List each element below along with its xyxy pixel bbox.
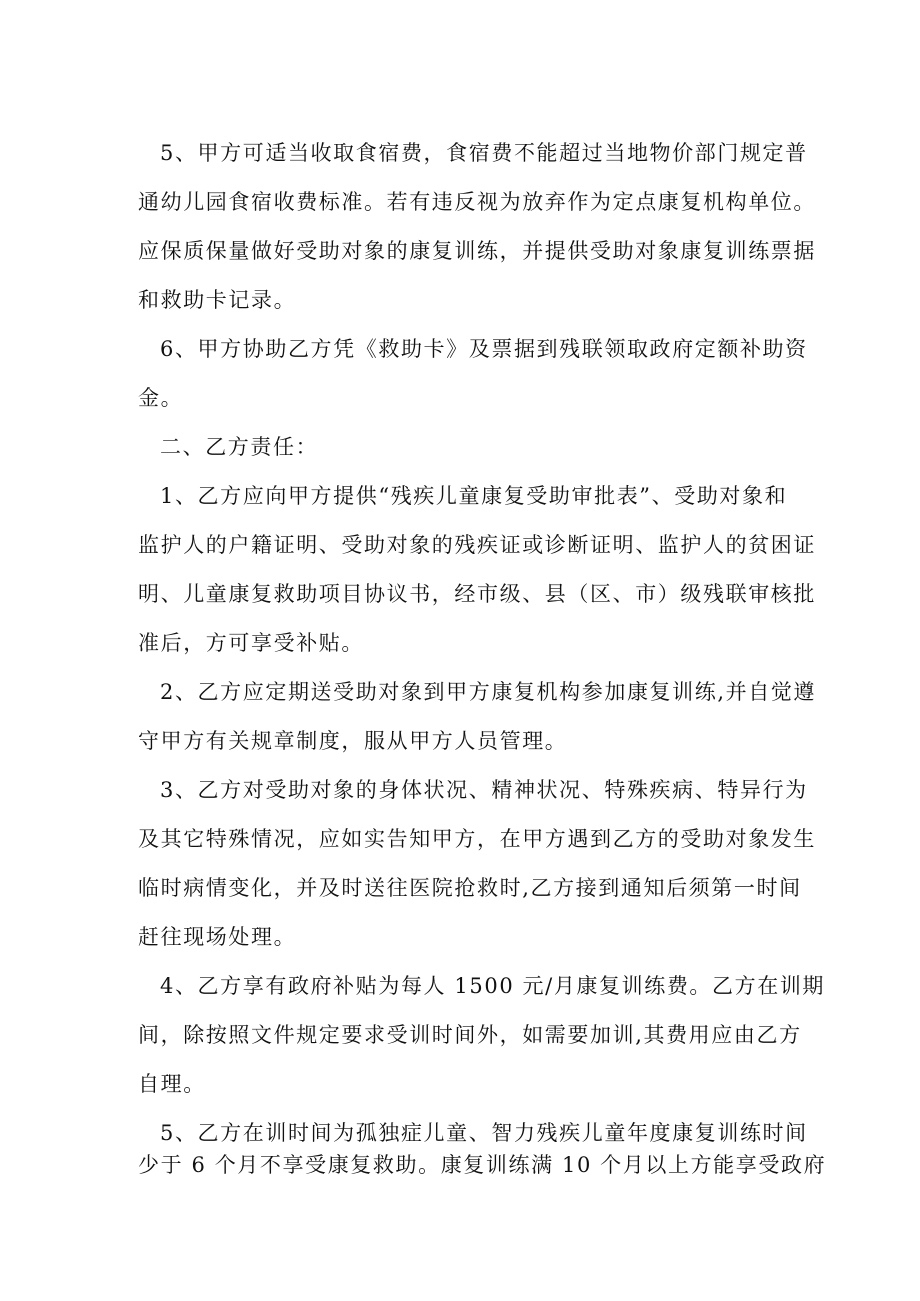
paragraph-a5-line-3: 应保质保量做好受助对象的康复训练，并提供受助对象康复训练票据 bbox=[138, 239, 816, 263]
paragraph-b2-line-1: 2、乙方应定期送受助对象到甲方康复机构参加康复训练,并自觉遵 bbox=[160, 680, 817, 704]
paragraph-b3-line-4: 赶往现场处理。 bbox=[138, 925, 297, 949]
paragraph-b4-line-3: 自理。 bbox=[138, 1072, 206, 1096]
paragraph-b4-line-2: 间，除按照文件规定要求受训时间外，如需要加训,其费用应由乙方 bbox=[138, 1023, 802, 1047]
paragraph-b2-line-2: 守甲方有关规章制度，服从甲方人员管理。 bbox=[138, 729, 568, 753]
paragraph-a6-line-2: 金。 bbox=[138, 386, 184, 410]
paragraph-a5-line-4: 和救助卡记录。 bbox=[138, 288, 297, 312]
paragraph-b3-line-3: 临时病情变化，并及时送往医院抢救时,乙方接到通知后须第一时间 bbox=[138, 876, 802, 900]
paragraph-b1-line-3: 明、儿童康复救助项目协议书，经市级、县（区、市）级残联审核批 bbox=[138, 582, 816, 606]
paragraph-b5-line-2: 少于 6 个月不享受康复救助。康复训练满 10 个月以上方能享受政府 bbox=[138, 1153, 827, 1177]
paragraph-a6-line-1: 6、甲方协助乙方凭《救助卡》及票据到残联领取政府定额补助资 bbox=[160, 337, 808, 361]
paragraph-b1-line-1: 1、乙方应向甲方提供“残疾儿童康复受助审批表”、受助对象和 bbox=[160, 484, 788, 508]
paragraph-a5-line-1: 5、甲方可适当收取食宿费，食宿费不能超过当地物价部门规定普 bbox=[160, 141, 808, 165]
paragraph-b3-line-1: 3、乙方对受助对象的身体状况、精神状况、特殊疾病、特异行为 bbox=[160, 778, 808, 802]
paragraph-b1-line-4: 准后，方可享受补贴。 bbox=[138, 631, 364, 655]
paragraph-b1-line-2: 监护人的户籍证明、受助对象的残疾证或诊断证明、监护人的贫困证 bbox=[138, 533, 816, 557]
section-heading-party-b: 二、乙方责任： bbox=[160, 435, 319, 459]
paragraph-b5-line-1: 5、乙方在训时间为孤独症儿童、智力残疾儿童年度康复训练时间 bbox=[160, 1121, 808, 1145]
paragraph-b3-line-2: 及其它特殊情况，应如实告知甲方，在甲方遇到乙方的受助对象发生 bbox=[138, 827, 816, 851]
paragraph-b4-line-1: 4、乙方享有政府补贴为每人 1500 元/月康复训练费。乙方在训期 bbox=[160, 974, 826, 998]
paragraph-a5-line-2: 通幼儿园食宿收费标准。若有违反视为放弃作为定点康复机构单位。 bbox=[138, 190, 816, 214]
